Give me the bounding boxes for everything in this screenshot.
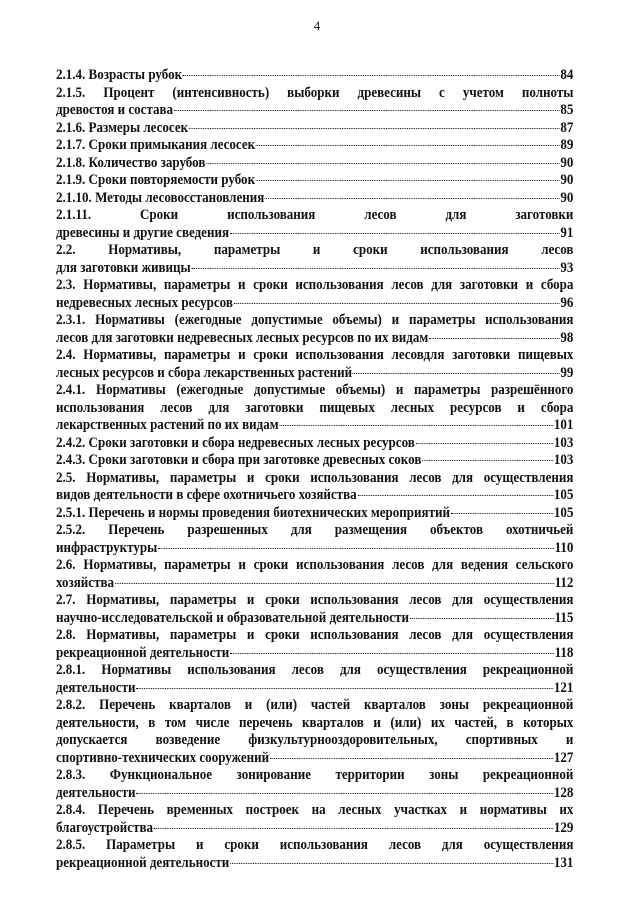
- dot-leader: [265, 198, 559, 199]
- toc-entry-title: лесов для заготовки недревесных лесных ресурсов по их видам: [56, 329, 429, 346]
- toc-entry[interactable]: [56, 67, 573, 85]
- dot-leader: [154, 828, 553, 829]
- toc-entry[interactable]: [56, 522, 573, 557]
- toc-entry[interactable]: [56, 802, 573, 837]
- toc-page-number: 105: [553, 487, 574, 503]
- toc-entry-title: благоустройства: [56, 819, 154, 836]
- toc-entry[interactable]: [56, 697, 573, 767]
- toc-entry[interactable]: [56, 837, 573, 872]
- toc-page-number: 118: [554, 644, 574, 661]
- toc-entry[interactable]: [56, 767, 573, 802]
- toc-entry[interactable]: [56, 592, 573, 627]
- toc-entry[interactable]: [56, 190, 573, 208]
- toc-page-number: 105: [553, 504, 574, 521]
- dot-leader: [136, 793, 553, 794]
- dot-leader: [189, 128, 560, 129]
- toc-entry-line: 2.1.5. Процент (интенсивность) выборки древесины с учетом полноты: [56, 84, 574, 101]
- toc-entry[interactable]: [56, 470, 573, 505]
- dot-leader: [136, 688, 553, 689]
- table-of-contents: [56, 67, 573, 872]
- toc-entry[interactable]: [56, 137, 573, 155]
- dot-leader: [451, 513, 553, 514]
- toc-page-number: 128: [553, 784, 574, 801]
- toc-entry-title: инфраструктуры: [56, 539, 158, 556]
- dot-leader: [192, 268, 560, 269]
- toc-entry-title: 2.1.8. Количество зарубов: [56, 154, 206, 171]
- toc-entry-title: 2.4.2. Сроки заготовки и сбора недревесных лесных ресурсов: [56, 434, 415, 451]
- toc-entry-line: 2.6. Нормативы, параметры и сроки использования лесов для ведения сельского: [56, 557, 574, 573]
- dot-leader: [270, 758, 553, 759]
- toc-entry[interactable]: [56, 312, 573, 347]
- dot-leader: [174, 110, 560, 111]
- toc-entry-line: 2.7. Нормативы, параметры и сроки использования лесов для осуществления: [56, 592, 574, 608]
- toc-entry[interactable]: [56, 85, 573, 120]
- toc-entry-line: 2.8. Нормативы, параметры и сроки использования лесов для осуществления: [56, 627, 574, 643]
- toc-page-number: 103: [553, 452, 574, 468]
- toc-entry-line: 2.3. Нормативы, параметры и сроки использования лесов для заготовки и сбора: [56, 277, 574, 293]
- toc-entry-line: 2.1.11. Сроки использования лесов для заготовки: [56, 207, 574, 223]
- toc-entry[interactable]: [56, 347, 573, 382]
- toc-entry-title: деятельности: [56, 784, 136, 801]
- toc-entry-title: недревесных лесных ресурсов: [56, 294, 233, 311]
- toc-entry-line: деятельности, в том числе перечень кварталов и (или) их частей, в которых: [56, 714, 574, 731]
- toc-entry-line: 2.8.1. Нормативы использования лесов для осуществления рекреационной: [56, 662, 574, 678]
- toc-page-number: 101: [553, 417, 574, 433]
- dot-leader: [158, 548, 554, 549]
- toc-page-number: 91: [560, 224, 574, 241]
- toc-entry-line: 2.4. Нормативы, параметры и сроки использования лесовдля заготовки пищевых: [56, 347, 574, 363]
- toc-entry-title: 2.1.6. Размеры лесосек: [56, 119, 189, 136]
- dot-leader: [410, 618, 554, 619]
- toc-page-number: 84: [560, 67, 574, 83]
- toc-page-number: 127: [553, 749, 574, 766]
- dot-leader: [206, 163, 559, 164]
- dot-leader: [256, 180, 560, 181]
- toc-entry-line: 2.5.2. Перечень разрешенных для размещения объектов охотничьей: [56, 522, 574, 538]
- toc-entry-title: 2.1.10. Методы лесовосстановления: [56, 189, 265, 206]
- toc-entry-title: 2.5.1. Перечень и нормы проведения биотехнических мероприятий: [56, 504, 450, 521]
- toc-page-number: 99: [560, 364, 574, 381]
- toc-entry-title: видов деятельности в сфере охотничьего хозяйства: [56, 487, 357, 503]
- toc-page-number: 103: [553, 434, 574, 451]
- toc-page-number: 110: [554, 539, 574, 556]
- toc-page-number: 90: [560, 172, 574, 188]
- toc-entry-title: рекреационной деятельности: [56, 854, 230, 871]
- toc-page-number: 131: [553, 854, 574, 871]
- toc-entry-title: научно-исследовательской и образовательной деятельности: [56, 609, 409, 626]
- toc-page-number: 85: [560, 102, 574, 118]
- toc-entry-line: 2.8.3. Функциональное зонирование территории зоны рекреационной: [56, 767, 574, 783]
- dot-leader: [422, 460, 553, 461]
- toc-page-number: 121: [553, 679, 574, 696]
- toc-page-number: 98: [560, 329, 574, 346]
- toc-entry-title: 2.1.9. Сроки повторяемости рубок: [56, 172, 256, 188]
- toc-page-number: 115: [554, 609, 574, 626]
- dot-leader: [230, 863, 553, 864]
- toc-entry[interactable]: [56, 120, 573, 138]
- toc-entry-title: деятельности: [56, 679, 136, 696]
- toc-page-number: 90: [560, 189, 574, 206]
- toc-entry-title: лесных ресурсов и сбора лекарственных растений: [56, 364, 353, 381]
- toc-entry-line: 2.8.2. Перечень кварталов и (или) частей кварталов зоны рекреационной: [56, 697, 574, 713]
- toc-entry-title: спортивно-технических сооружений: [56, 749, 270, 766]
- dot-leader: [416, 443, 553, 444]
- toc-entry-line: использования лесов для заготовки пищевых лесных ресурсов и сбора: [56, 399, 574, 416]
- toc-entry[interactable]: [56, 277, 573, 312]
- toc-page-number: 112: [554, 574, 574, 591]
- toc-entry-line: 2.5. Нормативы, параметры и сроки использования лесов для осуществления: [56, 469, 574, 486]
- page-number: 4: [313, 18, 321, 33]
- toc-entry[interactable]: [56, 662, 573, 697]
- dot-leader: [234, 303, 560, 304]
- toc-entry[interactable]: [56, 207, 573, 242]
- toc-entry[interactable]: [56, 627, 573, 662]
- toc-entry-title: лекарственных растений по их видам: [56, 417, 279, 433]
- toc-entry-line: 2.8.5. Параметры и сроки использования лесов для осуществления: [56, 837, 574, 853]
- toc-entry-title: для заготовки живицы: [56, 259, 191, 276]
- toc-page-number: 96: [560, 294, 574, 311]
- toc-entry[interactable]: [56, 505, 573, 523]
- toc-page-number: 93: [560, 259, 574, 276]
- toc-entry[interactable]: [56, 172, 573, 190]
- dot-leader: [256, 145, 560, 146]
- toc-entry-line: 2.8.4. Перечень временных построек на лесных участках и нормативы их: [56, 802, 574, 818]
- toc-page-number: 90: [560, 154, 574, 171]
- toc-entry-line: допускается возведение физкультурнооздоровительных, спортивных и: [56, 732, 574, 748]
- toc-entry-line: 2.4.1. Нормативы (ежегодные допустимые объемы) и параметры разрешённого: [56, 382, 574, 398]
- toc-entry-title: 2.1.7. Сроки примыкания лесосек: [56, 137, 256, 153]
- toc-entry[interactable]: [56, 435, 573, 453]
- dot-leader: [183, 75, 560, 76]
- toc-entry[interactable]: [56, 382, 573, 435]
- dot-leader: [353, 373, 560, 374]
- toc-entry-title: 2.4.3. Сроки заготовки и сбора при заготовке древесных соков: [56, 452, 422, 468]
- toc-entry-title: хозяйства: [56, 574, 115, 591]
- dot-leader: [230, 653, 554, 654]
- toc-entry[interactable]: [56, 452, 573, 470]
- dot-leader: [230, 233, 560, 234]
- dot-leader: [429, 338, 559, 339]
- dot-leader: [279, 425, 553, 426]
- toc-page-number: 89: [560, 137, 574, 153]
- toc-page-number: 129: [553, 819, 574, 836]
- toc-entry-line: 2.2. Нормативы, параметры и сроки использования лесов: [56, 242, 574, 258]
- toc-entry-title: рекреационной деятельности: [56, 644, 230, 661]
- toc-entry[interactable]: [56, 155, 573, 173]
- toc-entry[interactable]: [56, 242, 573, 277]
- toc-page-number: 87: [560, 119, 574, 136]
- toc-entry-line: 2.3.1. Нормативы (ежегодные допустимые объемы) и параметры использования: [56, 312, 574, 328]
- dot-leader: [357, 495, 553, 496]
- toc-entry[interactable]: [56, 557, 573, 592]
- toc-entry-title: 2.1.4. Возрасты рубок: [56, 67, 183, 83]
- toc-entry-title: древесины и другие сведения: [56, 224, 230, 241]
- toc-entry-title: древостоя и состава: [56, 102, 174, 118]
- dot-leader: [115, 583, 554, 584]
